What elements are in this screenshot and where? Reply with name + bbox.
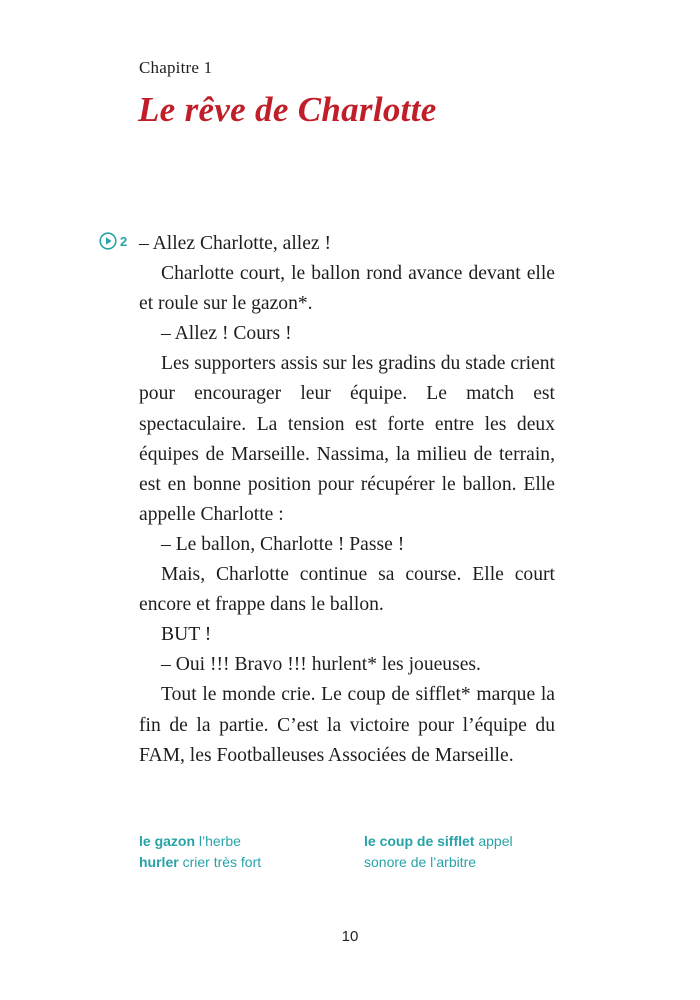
paragraph: Tout le monde crie. Le coup de sifflet* marque la fin de la partie. C’est la victoire pour l’équipe du FAM, les Footballeuses Associées de Marseille. (139, 684, 555, 766)
paragraph: Charlotte court, le ballon rond avance devant elle et roule sur le gazon*. (139, 263, 555, 315)
glossary-definition: l’herbe (198, 833, 241, 849)
glossary-term: hurler (139, 854, 179, 870)
paragraph: – Allez Charlotte, allez ! (139, 233, 332, 254)
page-number: 10 (341, 928, 359, 945)
glossary-entry (139, 852, 261, 873)
audio-track-marker[interactable] (99, 232, 127, 250)
chapter-label: Chapitre 1 (139, 58, 213, 77)
paragraph: BUT ! (161, 624, 212, 646)
glossary-entry (139, 831, 241, 852)
chapter-title: Le rêve de Charlotte (138, 90, 437, 129)
glossary-definition: appel sonore de l’arbitre (364, 833, 513, 870)
paragraph: Les supporters assis sur les gradins du stade crient pour encourager leur équipe. Le match est spectaculaire. La tension est forte entre les deux équipes de Marseille. Nassima, la milieu de terrain, est en bonne position pour récupérer le ballon. Elle appelle Charlotte : (139, 353, 555, 525)
paragraph: – Le ballon, Charlotte ! Passe ! (161, 533, 405, 555)
story-text (139, 229, 555, 771)
glossary-definition: crier très fort (182, 854, 262, 870)
audio-track-number: 2 (120, 233, 128, 249)
play-circle-icon (99, 232, 117, 250)
paragraph: Mais, Charlotte continue sa course. Elle court encore et frappe dans le ballon. (139, 564, 555, 616)
paragraph: – Oui !!! Bravo !!! hurlent* les joueuses. (161, 654, 481, 676)
glossary-term: le coup de sifflet (364, 833, 475, 849)
paragraph: – Allez ! Cours ! (161, 323, 292, 345)
glossary-term: le gazon (139, 833, 196, 849)
glossary-entry (364, 831, 554, 873)
